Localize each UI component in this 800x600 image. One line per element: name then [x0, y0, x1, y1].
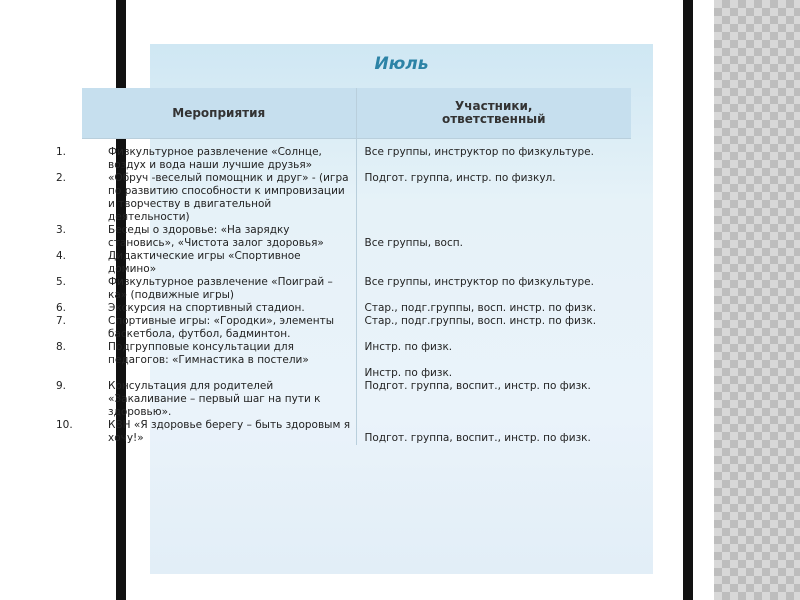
header-participants [356, 88, 631, 139]
table-row [82, 315, 631, 341]
table-row [82, 276, 631, 302]
row-number: 8. [56, 341, 67, 353]
participants-text: Подгот. группа, инстр. по физкул. [364, 172, 556, 184]
row-number: 4. [56, 250, 67, 262]
row-number: 3. [56, 224, 67, 236]
table-row [82, 250, 631, 276]
event-text: Консультация для родителей «Закаливание – первый шаг на пути к здоровью». [108, 380, 321, 418]
row-number: 5. [56, 276, 67, 288]
participants-text: Все группы, инструктор по физкультуре. [364, 276, 594, 288]
participants-text: Все группы, восп. [364, 237, 463, 249]
event-text: Экскурсия на спортивный стадион. [108, 302, 305, 314]
event-text: Физкультурное развлечение «Поиграй –ка» (подвижные игры) [108, 276, 333, 301]
event-text: КВН «Я здоровье берегу – быть здоровым я хочу!» [108, 419, 351, 444]
table-row [82, 224, 631, 250]
events-table [56, 88, 631, 445]
table-row [82, 302, 631, 315]
table-row [82, 172, 631, 224]
header-participants-line1: Участники, [455, 99, 533, 113]
participants-text: Подгот. группа, воспит., инстр. по физк. [364, 380, 591, 392]
table-row [82, 380, 631, 419]
table-header-row [82, 88, 631, 139]
participants-text: Инстр. по физк. [364, 367, 453, 379]
row-number: 6. [56, 302, 67, 314]
event-text: «Обруч -веселый помощник и друг» - (игра по развитию способности к импровизации и творчеству в двигательной деятельности) [108, 172, 349, 223]
table-row [82, 419, 631, 445]
event-text: Спортивные игры: «Городки», элементы баскетбола, футбол, бадминтон. [108, 315, 334, 340]
table-row [82, 139, 631, 173]
row-number: 9. [56, 380, 67, 392]
page-title: Июль [374, 54, 429, 74]
event-text: Подгрупповые консультации для педагогов: «Гимнастика в постели» [108, 341, 309, 366]
participants-text: Стар., подг.группы, восп. инстр. по физк. [364, 302, 597, 314]
participants-text: Все группы, инструктор по физкультуре. [364, 146, 594, 158]
event-text: Физкультурное развлечение «Солнце, воздух и вода наши лучшие друзья» [108, 146, 322, 171]
right-border-bar [683, 0, 693, 600]
table-row [82, 341, 631, 367]
row-number: 2. [56, 172, 67, 184]
header-participants-line2: ответственный [441, 112, 546, 126]
participants-text: Подгот. группа, воспит., инстр. по физк. [364, 432, 591, 444]
checkerboard-background [714, 0, 800, 600]
participants-text: Стар., подг.группы, восп. инстр. по физк. [364, 315, 597, 327]
participants-text: Инстр. по физк. [364, 341, 453, 353]
event-text: Дидактические игры «Спортивное домино» [108, 250, 301, 275]
table-row [82, 367, 631, 380]
row-number: 10. [56, 419, 73, 431]
event-text: Беседы о здоровье: «На зарядку становись», «Чистота залог здоровья» [108, 224, 324, 249]
header-events: Мероприятия [82, 88, 356, 139]
row-number: 7. [56, 315, 67, 327]
row-number: 1. [56, 146, 67, 158]
